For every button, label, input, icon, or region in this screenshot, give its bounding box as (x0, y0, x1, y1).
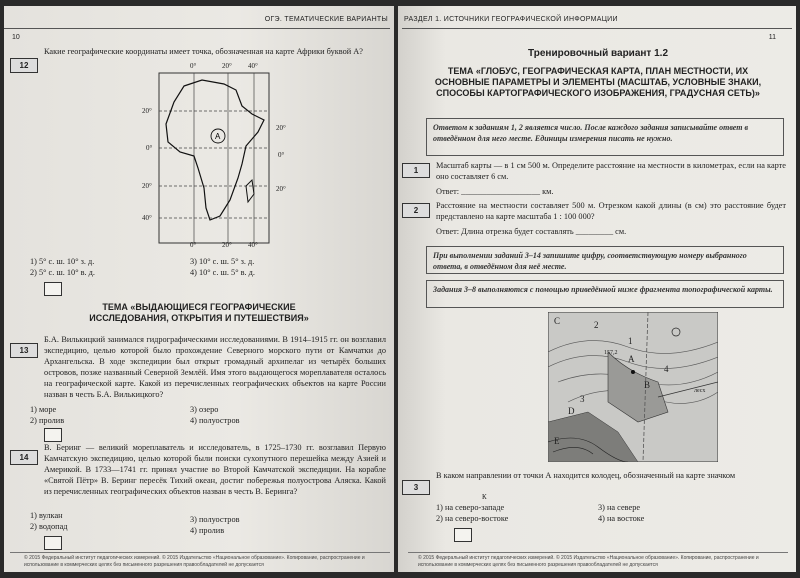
q1-number: 1 (402, 163, 430, 178)
q14-option-2[interactable]: 2) водопад (30, 522, 68, 531)
q3-number: 3 (402, 480, 430, 495)
q14-option-4[interactable]: 4) пролив (190, 526, 225, 535)
topo-label-height: 157,2 (604, 350, 618, 356)
q13-option-1[interactable]: 1) море (30, 405, 57, 414)
note-tasks-3-14: При выполнении заданий 3–14 запишите цифру, соответствующую номеру выбранного ответа, в отведённом для неё месте. (426, 246, 784, 274)
map-lon-bottom-2: 40° (248, 241, 258, 249)
left-header-title: ОГЭ. ТЕМАТИЧЕСКИЕ ВАРИАНТЫ (264, 16, 388, 23)
map-lat-left-3: 40° (142, 214, 152, 222)
left-page-number: 10 (12, 34, 20, 41)
q14-option-1[interactable]: 1) вулкан (30, 511, 63, 520)
q13-number: 13 (10, 343, 38, 358)
topographic-map (548, 312, 718, 462)
q12-text: Какие географические координаты имеет точка, обозначенная на карте Африки буквой А? (44, 47, 363, 56)
q12-option-1[interactable]: 1) 5° с. ш. 10° з. д. (30, 257, 95, 266)
topo-label-3: 3 (580, 394, 585, 404)
q13-option-4[interactable]: 4) полуостров (190, 416, 240, 425)
q13-option-3[interactable]: 3) озеро (190, 405, 219, 414)
topo-label-a: A (628, 354, 635, 364)
topo-label-forest: лесх (694, 388, 706, 394)
q3-option-2[interactable]: 2) на северо-востоке (436, 514, 509, 523)
q14-number: 14 (10, 450, 38, 465)
left-page (4, 6, 394, 572)
topo-label-4: 4 (664, 364, 669, 374)
q13-answer-box[interactable] (44, 428, 62, 442)
note-tasks-3-8: Задания 3–8 выполняются с помощью приведённой ниже фрагмента топографической карты. (426, 280, 784, 308)
topo-label-c: C (554, 316, 561, 326)
left-footer-rule (10, 552, 390, 553)
map-lon-bottom-0: 0° (190, 241, 197, 249)
map-lat-right-1: 0° (278, 151, 285, 159)
variant-title: Тренировочный вариант 1.2 (528, 48, 668, 59)
topo-label-2: 2 (594, 320, 599, 330)
left-header (4, 6, 390, 29)
q2-number: 2 (402, 203, 430, 218)
q13-text: Б.А. Вилькицкий занимался гидрографическими исследованиями. В 1914–1915 гг. он возглавил экспедицию, целью которой было прохождение Северного морского пути от Камчатки до Архангельска. В ходе экспедиции был открыт громадный архипелаг из четырёх больших островов, позже названный Северной Землёй. Имя этого выдающегося мореплавателя осталось на географической карте. Какой из перечисленных географических объектов на карте России назван в честь Б.А. Вилькицкого? (44, 335, 386, 399)
q12-answer-box[interactable] (44, 282, 62, 296)
q14-answer-box[interactable] (44, 536, 62, 550)
map-point-a: A (215, 132, 221, 141)
q13-option-2[interactable]: 2) пролив (30, 416, 65, 425)
q3-option-4[interactable]: 4) на востоке (598, 514, 645, 523)
africa-outline (166, 80, 264, 220)
q12-number: 12 (10, 58, 38, 73)
topo-label-d: D (568, 406, 575, 416)
map-lon-top-0: 0° (190, 62, 197, 70)
q2-text: Расстояние на местности составляет 500 м. Отрезком какой длины (в см) это расстояние будет представлено на карте масштаба 1 : 100 000? (436, 201, 786, 221)
q1-answer-label[interactable]: Ответ: ___________________ км. (436, 187, 554, 196)
left-footer: © 2015 Федеральный институт педагогических измерений. © 2015 Издательство «Национальное образование». Копирование, распространение и использование в коммерческих целях без письменного разрешения правообладателей не допускается (24, 555, 365, 568)
q1-text: Масштаб карты — в 1 см 500 м. Определите расстояние на местности в километрах, если на карте оно составляет 6 см. (436, 161, 786, 181)
map-lon-bottom-1: 20° (222, 241, 232, 249)
right-header-title: РАЗДЕЛ 1. ИСТОЧНИКИ ГЕОГРАФИЧЕСКОЙ ИНФОРМАЦИИ (404, 16, 618, 23)
q3-answer-box[interactable] (454, 528, 472, 542)
q14-text: В. Беринг — великий мореплаватель и исследователь, в 1725–1730 гг. возглавил Первую Камчатскую экспедицию, целью которой были поиски сухопутного перешейка между Азией и Америкой. В 1733—1741 гг. принял участие во Второй Камчатской экспедиции. На корабле «Святой Пётр» В. Беринг пересёк Тихий океан, достиг побережья полуострова Аляска. Какой из перечисленных географических объектов назван в честь В. Беринга? (44, 443, 386, 496)
q12-option-4[interactable]: 4) 10° с. ш. 5° в. д. (190, 268, 255, 277)
topo-label-b: B (644, 380, 651, 390)
right-page (398, 6, 796, 572)
q2-answer-label[interactable]: Ответ: Длина отрезка будет составлять _________ см. (436, 227, 627, 236)
africa-map (154, 68, 274, 248)
right-topic-title: ТЕМА «ГЛОБУС, ГЕОГРАФИЧЕСКАЯ КАРТА, ПЛАН МЕСТНОСТИ, ИХ ОСНОВНЫЕ ПАРАМЕТРЫ И ЭЛЕМЕНТЫ (МАСШТАБ, УСЛОВНЫЕ ЗНАКИ, СПОСОБЫ КАРТОГРАФИЧЕСКОГО ИЗОБРАЖЕНИЯ, ГРАДУСНАЯ СЕТЬ)» (434, 66, 762, 98)
right-footer-rule (408, 552, 788, 553)
note-tasks-1-2: Ответом к заданиям 1, 2 является число. После каждого задания записывайте ответ в отведённом для него месте. Единицы измерения писать не нужно. (426, 118, 784, 156)
map-lat-left-0: 20° (142, 107, 152, 115)
topo-label-1: 1 (628, 336, 633, 346)
topo-label-e: E (554, 436, 560, 446)
well-symbol-icon: К (482, 493, 487, 501)
right-header (402, 6, 792, 29)
map-lat-right-0: 20° (276, 124, 286, 132)
map-lat-left-1: 0° (146, 144, 153, 152)
q3-option-3[interactable]: 3) на севере (598, 503, 641, 512)
q3-text: В каком направлении от точки А находится колодец, обозначенный на карте значком (436, 471, 736, 480)
right-footer: © 2015 Федеральный институт педагогических измерений. © 2015 Издательство «Национальное образование». Копирование, распространение и использование в коммерческих целях без письменного разрешения правообладателей не допускается (418, 555, 759, 568)
map-lon-top-1: 20° (222, 62, 232, 70)
map-lon-top-2: 40° (248, 62, 258, 70)
map-lat-right-2: 20° (276, 185, 286, 193)
q14-option-3[interactable]: 3) полуостров (190, 515, 240, 524)
q3-option-1[interactable]: 1) на северо-западе (436, 503, 505, 512)
map-lat-left-2: 20° (142, 182, 152, 190)
q12-option-3[interactable]: 3) 10° с. ш. 5° з. д. (190, 257, 255, 266)
left-topic-title: ТЕМА «ВЫДАЮЩИЕСЯ ГЕОГРАФИЧЕСКИЕ ИССЛЕДОВАНИЯ, ОТКРЫТИЯ И ПУТЕШЕСТВИЯ» (89, 302, 309, 323)
right-page-number: 11 (768, 34, 776, 41)
q12-option-2[interactable]: 2) 5° с. ш. 10° в. д. (30, 268, 95, 277)
